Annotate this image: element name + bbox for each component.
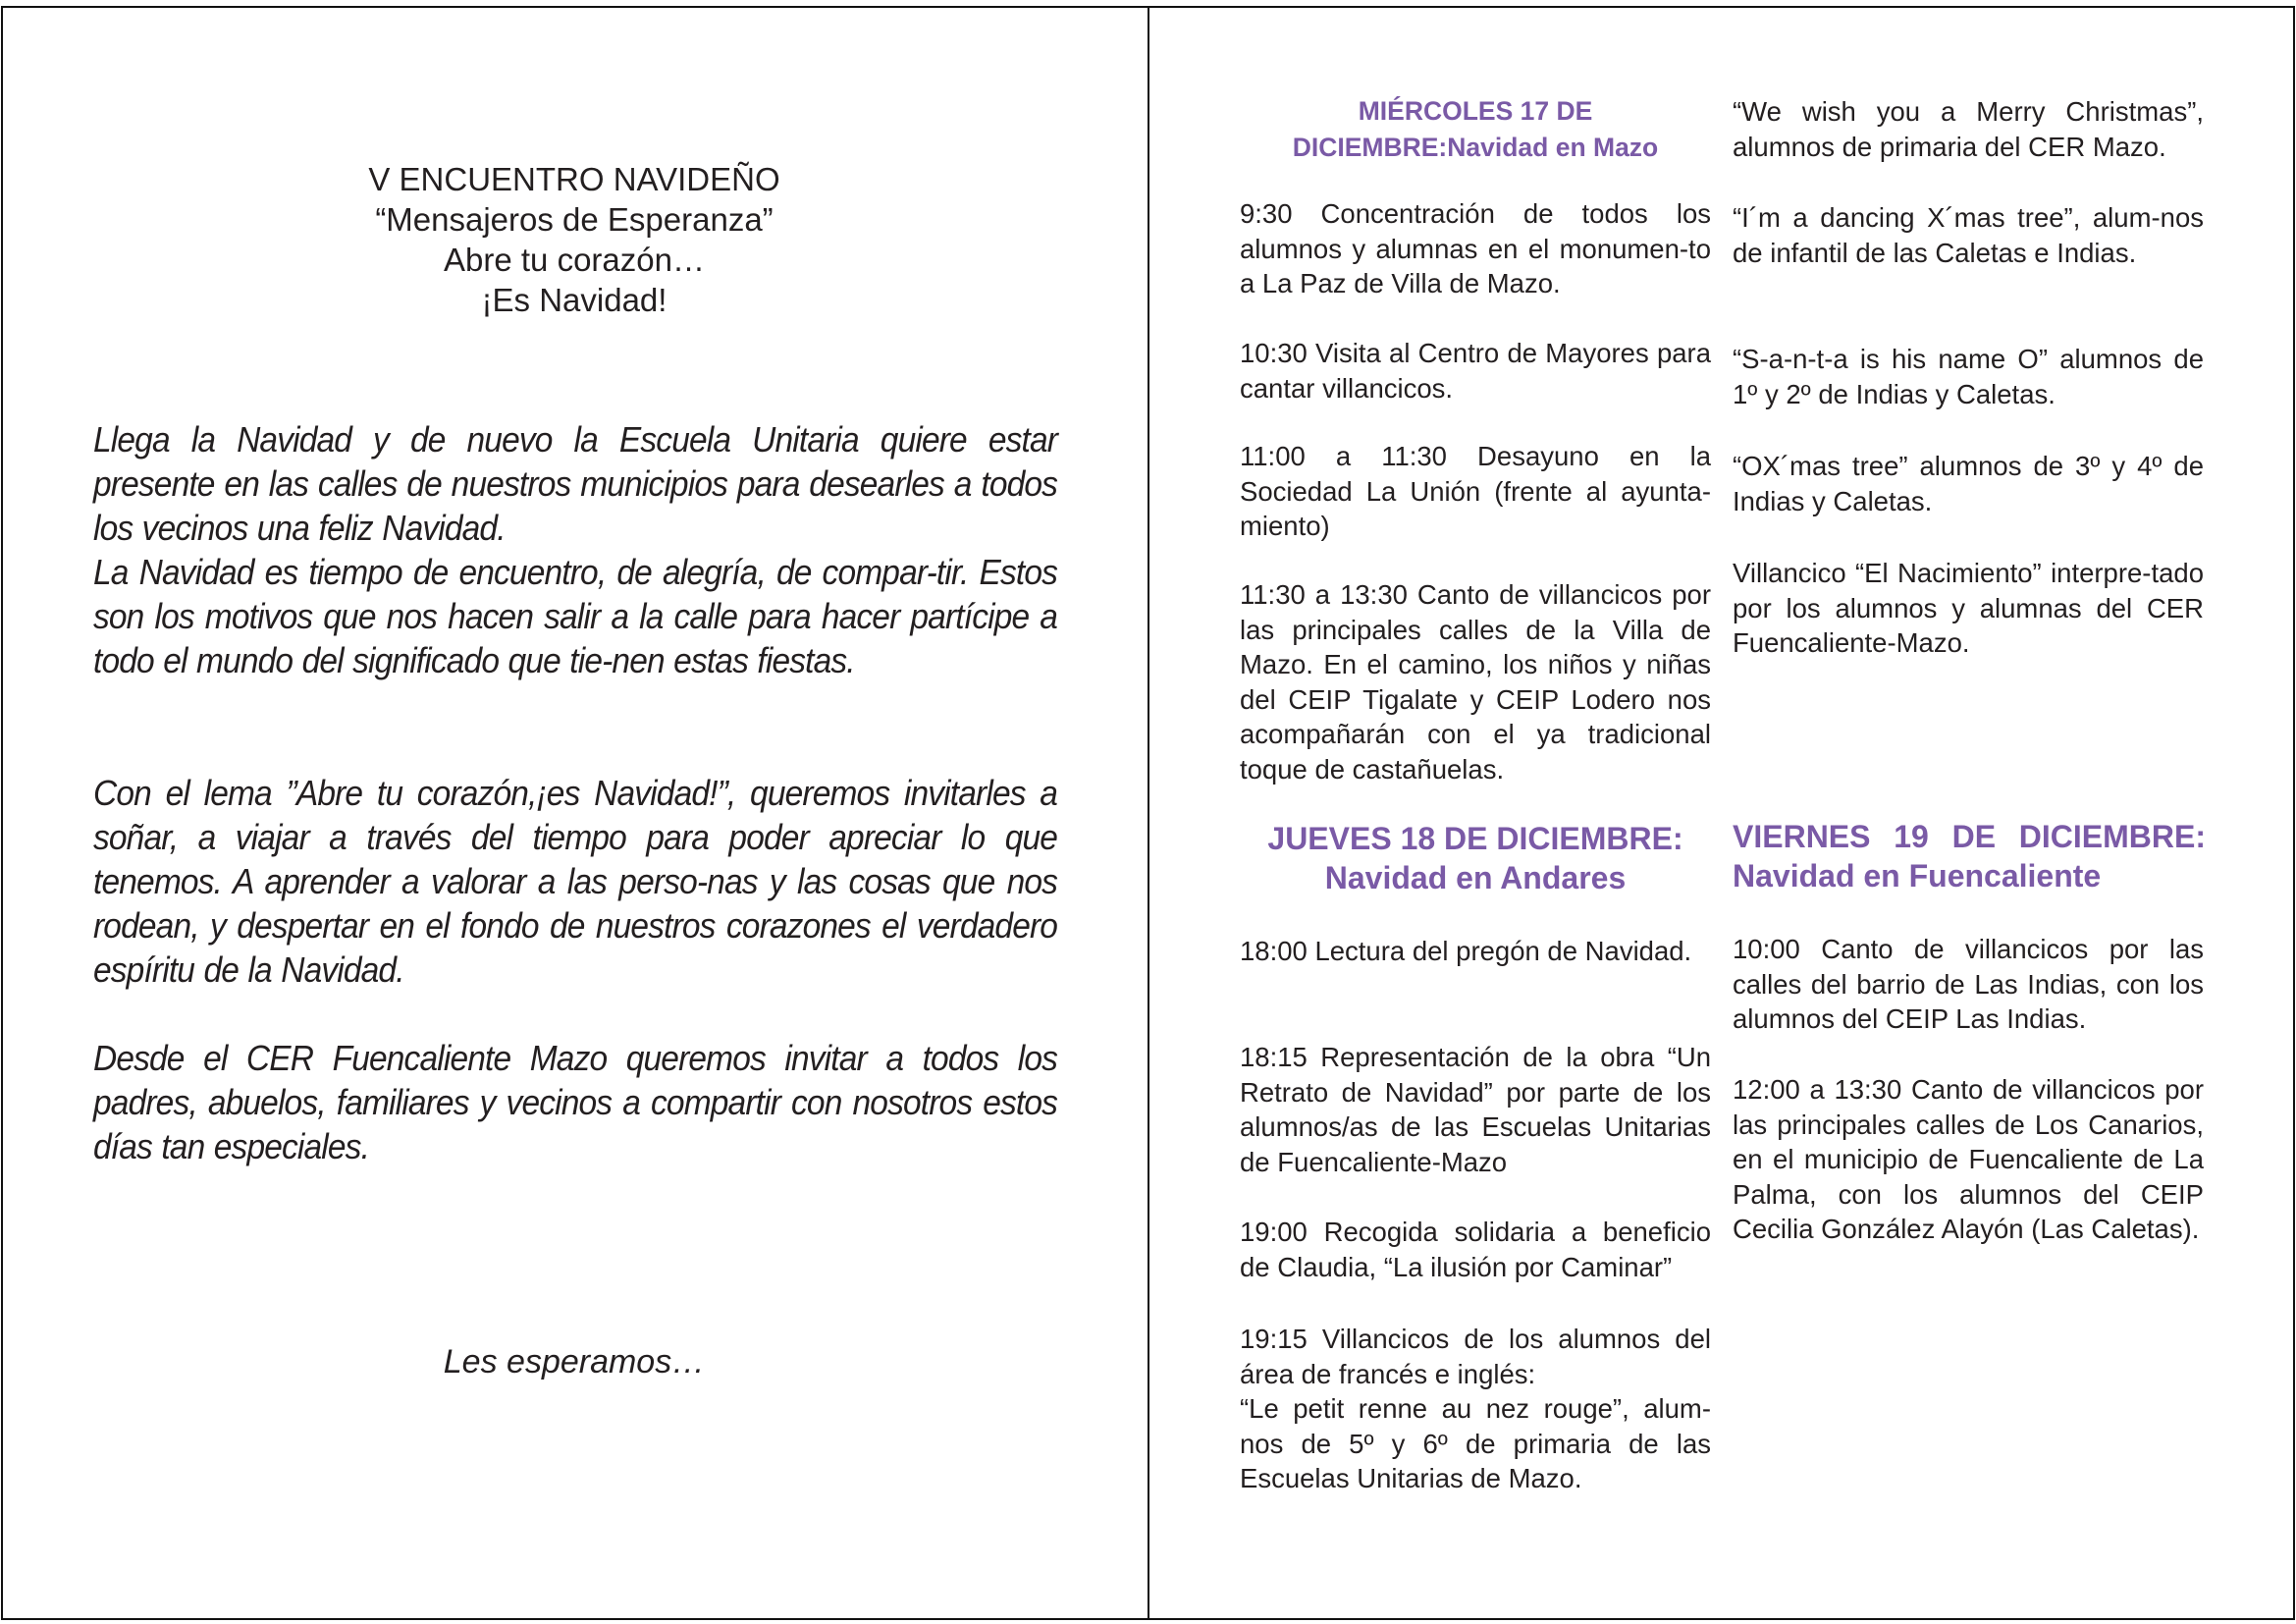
day-header-line: Navidad en Fuencaliente	[1733, 858, 2102, 893]
schedule-item: 12:00 a 13:30 Canto de villancicos por las principales calles de Los Canarios, en el municipio de Fuencaliente de La Palma, con los alumnos del CEIP Cecilia González Alayón (Las Caletas).	[1733, 1074, 2204, 1244]
intro-paragraph-3: Con el lema ”Abre tu corazón,¡es Navidad!”, queremos invitarles a soñar, a viajar a través del tiempo para poder apreciar lo que tenemos. A aprender a valorar a las perso-nas y las cosas que nos rodean, y despertar en el fondo de nuestros corazones el verdadero espíritu de la Navidad.	[93, 773, 1058, 990]
intro-paragraph-4: Desde el CER Fuencaliente Mazo queremos invitar a todos los padres, abuelos, familiares y vecinos a compartir con nosotros estos días tan especiales.	[93, 1038, 1058, 1166]
event-title: V ENCUENTRO NAVIDEÑO	[368, 161, 780, 197]
day-header-line: Navidad en Andares	[1324, 860, 1627, 895]
schedule-item: 19:00 Recogida solidaria a beneficio de Claudia, “La ilusión por Caminar”	[1240, 1217, 1711, 1282]
schedule-item: “Le petit renne au nez rouge”, alum-nos de 5º y 6º de primaria de las Escuelas Unitarias de Mazo.	[1240, 1393, 1711, 1493]
intro-paragraph-1: Llega la Navidad y de nuevo la Escuela Unitaria quiere estar presente en las calles de nuestros municipios para desearles a todos los vecinos una feliz Navidad.	[93, 419, 1058, 548]
schedule-item: “OX´mas tree” alumnos de 3º y 4º de Indias y Caletas.	[1733, 451, 2204, 516]
day-header-thursday	[1240, 819, 1711, 897]
closing-text: Les esperamos…	[443, 1343, 706, 1380]
schedule-item: 18:15 Representación de la obra “Un Retrato de Navidad” por parte de los alumnos/as de las Escuelas Unitarias de Fuencaliente-Mazo	[1240, 1042, 1711, 1177]
day-header-line: JUEVES 18 DE DICIEMBRE:	[1267, 821, 1683, 856]
event-tagline-2: ¡Es Navidad!	[481, 282, 667, 318]
day-header-wednesday	[1240, 93, 1711, 166]
schedule-item: 10:00 Canto de villancicos por las calles del barrio de Las Indias, con los alumnos del CEIP Las Indias.	[1733, 934, 2204, 1034]
page-divider	[1148, 6, 1149, 1619]
day-header-line: DICIEMBRE:Navidad en Mazo	[1292, 133, 1659, 162]
schedule-item: “We wish you a Merry Christmas”, alumnos de primaria del CER Mazo.	[1733, 96, 2204, 162]
intro-paragraph-2: La Navidad es tiempo de encuentro, de alegría, de compar-tir. Estos son los motivos que nos hacen salir a la calle para hacer partícipe a todo el mundo del significado que tie-nen estas fiestas.	[93, 552, 1058, 680]
schedule-item: 10:30 Visita al Centro de Mayores para cantar villancicos.	[1240, 338, 1711, 404]
event-subtitle: “Mensajeros de Esperanza”	[375, 201, 774, 238]
day-header-line: MIÉRCOLES 17 DE	[1358, 96, 1593, 126]
day-header-friday	[1733, 817, 2206, 895]
schedule-item: 11:00 a 11:30 Desayuno en la Sociedad La Unión (frente al ayunta-miento)	[1240, 441, 1711, 541]
event-title-block	[196, 159, 952, 320]
event-tagline: Abre tu corazón…	[444, 242, 705, 278]
schedule-item: 11:30 a 13:30 Canto de villancicos por las principales calles de la Villa de Mazo. En el camino, los niños y niñas del CEIP Tigalate y CEIP Lodero nos acompañarán con el ya tradicional toque de castañuelas.	[1240, 579, 1711, 785]
schedule-item: 9:30 Concentración de todos los alumnos y alumnas en el monumen-to a La Paz de Villa de Mazo.	[1240, 198, 1711, 298]
schedule-item: 19:15 Villancicos de los alumnos del área de francés e inglés:	[1240, 1324, 1711, 1389]
schedule-item: 18:00 Lectura del pregón de Navidad.	[1240, 936, 1692, 966]
schedule-item: Villancico “El Nacimiento” interpre-tado por los alumnos y alumnas del CER Fuencaliente-Mazo.	[1733, 558, 2204, 658]
schedule-item: “S-a-n-t-a is his name O” alumnos de 1º y 2º de Indias y Caletas.	[1733, 344, 2204, 409]
day-header-line: VIERNES 19 DE DICIEMBRE:	[1733, 819, 2206, 854]
schedule-item: “I´m a dancing X´mas tree”, alum-nos de infantil de las Caletas e Indias.	[1733, 202, 2204, 268]
